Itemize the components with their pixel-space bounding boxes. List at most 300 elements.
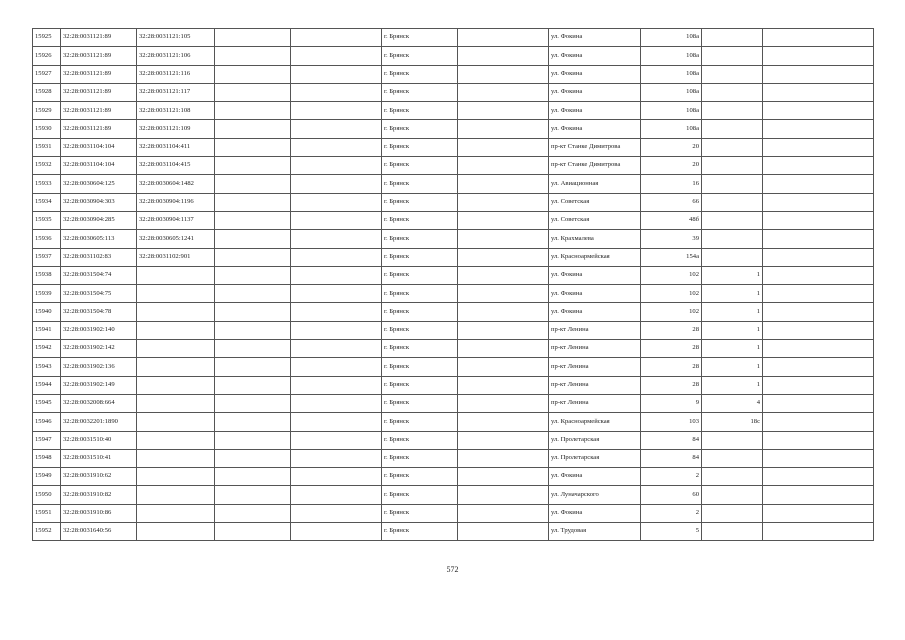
cell-parcel-number: 32:28:0031902:140 [61, 321, 137, 339]
table-row [33, 47, 874, 65]
cell-building-number: 18с [702, 413, 763, 431]
cell-column-7 [458, 431, 549, 449]
cell-column-7 [458, 83, 549, 101]
cell-column-11 [763, 211, 874, 229]
cell-house-number: 108а [641, 47, 702, 65]
cell-object-number: 32:28:0030904:1137 [137, 211, 215, 229]
cell-city: г. Брянск [382, 211, 458, 229]
cell-city: г. Брянск [382, 431, 458, 449]
cell-object-number [137, 321, 215, 339]
cell-column-7 [458, 376, 549, 394]
cell-column-11 [763, 523, 874, 541]
cell-column-5 [291, 449, 382, 467]
cell-building-number: 1 [702, 358, 763, 376]
cell-parcel-number: 32:28:0031910:82 [61, 486, 137, 504]
cell-house-number: 60 [641, 486, 702, 504]
cell-column-5 [291, 157, 382, 175]
cell-city: г. Брянск [382, 120, 458, 138]
cell-house-number: 5 [641, 523, 702, 541]
cell-row-number: 15937 [33, 248, 61, 266]
cell-street: ул. Фокина [549, 83, 641, 101]
table-row [33, 340, 874, 358]
cell-building-number [702, 486, 763, 504]
cell-parcel-number: 32:28:0032201:1890 [61, 413, 137, 431]
cell-house-number: 20 [641, 157, 702, 175]
cell-city: г. Брянск [382, 175, 458, 193]
cell-column-11 [763, 358, 874, 376]
cell-house-number: 108а [641, 65, 702, 83]
cell-column-11 [763, 449, 874, 467]
cell-column-11 [763, 285, 874, 303]
cell-column-11 [763, 83, 874, 101]
cell-column-4 [215, 230, 291, 248]
table-row [33, 211, 874, 229]
cell-city: г. Брянск [382, 394, 458, 412]
cell-row-number: 15932 [33, 157, 61, 175]
table-row [33, 358, 874, 376]
cell-parcel-number: 32:28:0031640:56 [61, 523, 137, 541]
cell-column-5 [291, 230, 382, 248]
cell-column-11 [763, 266, 874, 284]
cell-building-number: 1 [702, 321, 763, 339]
cell-column-7 [458, 504, 549, 522]
cell-building-number [702, 47, 763, 65]
cell-city: г. Брянск [382, 303, 458, 321]
cell-column-7 [458, 285, 549, 303]
cell-object-number: 32:28:0031121:105 [137, 29, 215, 47]
cell-building-number [702, 230, 763, 248]
cell-column-11 [763, 193, 874, 211]
cell-column-7 [458, 394, 549, 412]
table-body [33, 29, 874, 541]
cell-column-11 [763, 138, 874, 156]
cell-column-5 [291, 523, 382, 541]
cell-column-4 [215, 102, 291, 120]
table-row [33, 376, 874, 394]
cell-street: пр-кт Ленина [549, 321, 641, 339]
cell-column-7 [458, 248, 549, 266]
cell-column-7 [458, 157, 549, 175]
cell-house-number: 39 [641, 230, 702, 248]
cell-house-number: 20 [641, 138, 702, 156]
cell-street: ул. Фокина [549, 29, 641, 47]
cell-column-4 [215, 47, 291, 65]
cell-column-7 [458, 29, 549, 47]
cell-column-7 [458, 340, 549, 358]
cell-street: ул. Трудовая [549, 523, 641, 541]
cell-street: ул. Пролетарская [549, 431, 641, 449]
cell-column-5 [291, 285, 382, 303]
cell-street: пр-кт Ленина [549, 376, 641, 394]
cell-house-number: 9 [641, 394, 702, 412]
cell-house-number: 2 [641, 504, 702, 522]
cell-city: г. Брянск [382, 266, 458, 284]
registry-table [32, 28, 874, 541]
cell-column-7 [458, 230, 549, 248]
cell-parcel-number: 32:28:0030605:113 [61, 230, 137, 248]
cell-column-11 [763, 248, 874, 266]
cell-street: ул. Луначарского [549, 486, 641, 504]
cell-column-7 [458, 486, 549, 504]
cell-house-number: 102 [641, 266, 702, 284]
cell-object-number [137, 340, 215, 358]
cell-parcel-number: 32:28:0031510:41 [61, 449, 137, 467]
cell-street: ул. Красноармейская [549, 248, 641, 266]
cell-building-number [702, 65, 763, 83]
cell-column-11 [763, 230, 874, 248]
table-row [33, 120, 874, 138]
cell-row-number: 15945 [33, 394, 61, 412]
cell-parcel-number: 32:28:0031121:89 [61, 65, 137, 83]
cell-city: г. Брянск [382, 102, 458, 120]
cell-building-number [702, 211, 763, 229]
cell-house-number: 103 [641, 413, 702, 431]
cell-building-number: 4 [702, 394, 763, 412]
cell-row-number: 15931 [33, 138, 61, 156]
cell-street: ул. Красноармейская [549, 413, 641, 431]
cell-column-4 [215, 376, 291, 394]
cell-street: пр-кт Ленина [549, 394, 641, 412]
cell-row-number: 15935 [33, 211, 61, 229]
cell-row-number: 15925 [33, 29, 61, 47]
cell-row-number: 15934 [33, 193, 61, 211]
cell-object-number [137, 266, 215, 284]
cell-column-5 [291, 120, 382, 138]
table-row [33, 138, 874, 156]
cell-column-4 [215, 431, 291, 449]
cell-column-11 [763, 468, 874, 486]
cell-object-number: 32:28:0031121:117 [137, 83, 215, 101]
cell-column-11 [763, 486, 874, 504]
page-number: 572 [446, 565, 459, 574]
cell-city: г. Брянск [382, 321, 458, 339]
cell-column-7 [458, 138, 549, 156]
cell-street: ул. Фокина [549, 303, 641, 321]
cell-house-number: 108а [641, 83, 702, 101]
cell-building-number [702, 29, 763, 47]
cell-building-number: 1 [702, 285, 763, 303]
cell-parcel-number: 32:28:0031910:62 [61, 468, 137, 486]
cell-building-number [702, 138, 763, 156]
cell-column-5 [291, 358, 382, 376]
cell-row-number: 15944 [33, 376, 61, 394]
table-row [33, 65, 874, 83]
cell-column-4 [215, 157, 291, 175]
cell-column-11 [763, 65, 874, 83]
table-row [33, 504, 874, 522]
cell-house-number: 28 [641, 376, 702, 394]
cell-object-number: 32:28:0030605:1241 [137, 230, 215, 248]
cell-city: г. Брянск [382, 83, 458, 101]
cell-row-number: 15926 [33, 47, 61, 65]
cell-column-7 [458, 193, 549, 211]
cell-object-number [137, 486, 215, 504]
cell-street: пр-кт Станке Димитрова [549, 157, 641, 175]
table-row [33, 248, 874, 266]
cell-object-number [137, 285, 215, 303]
cell-column-7 [458, 413, 549, 431]
cell-column-11 [763, 394, 874, 412]
cell-house-number: 28 [641, 340, 702, 358]
cell-parcel-number: 32:28:0031504:78 [61, 303, 137, 321]
cell-row-number: 15933 [33, 175, 61, 193]
cell-column-4 [215, 138, 291, 156]
cell-city: г. Брянск [382, 504, 458, 522]
table-row [33, 486, 874, 504]
cell-column-5 [291, 413, 382, 431]
cell-row-number: 15936 [33, 230, 61, 248]
table-row [33, 394, 874, 412]
cell-street: пр-кт Ленина [549, 340, 641, 358]
cell-city: г. Брянск [382, 449, 458, 467]
cell-building-number: 1 [702, 340, 763, 358]
cell-row-number: 15939 [33, 285, 61, 303]
cell-column-5 [291, 248, 382, 266]
cell-column-5 [291, 321, 382, 339]
cell-street: ул. Советская [549, 193, 641, 211]
cell-house-number: 66 [641, 193, 702, 211]
cell-column-7 [458, 47, 549, 65]
cell-column-5 [291, 211, 382, 229]
cell-parcel-number: 32:28:0031910:86 [61, 504, 137, 522]
cell-parcel-number: 32:28:0031121:89 [61, 29, 137, 47]
cell-house-number: 16 [641, 175, 702, 193]
cell-object-number [137, 504, 215, 522]
cell-city: г. Брянск [382, 65, 458, 83]
cell-street: ул. Крахмалева [549, 230, 641, 248]
cell-city: г. Брянск [382, 340, 458, 358]
table-row [33, 83, 874, 101]
cell-column-4 [215, 65, 291, 83]
cell-column-5 [291, 175, 382, 193]
cell-column-4 [215, 266, 291, 284]
cell-parcel-number: 32:28:0031121:89 [61, 83, 137, 101]
cell-column-5 [291, 504, 382, 522]
cell-house-number: 108а [641, 29, 702, 47]
cell-building-number [702, 523, 763, 541]
cell-house-number: 108а [641, 120, 702, 138]
cell-column-4 [215, 211, 291, 229]
cell-column-5 [291, 468, 382, 486]
cell-object-number: 32:28:0031121:109 [137, 120, 215, 138]
table-row [33, 468, 874, 486]
cell-object-number [137, 431, 215, 449]
cell-row-number: 15946 [33, 413, 61, 431]
cell-house-number: 102 [641, 285, 702, 303]
cell-city: г. Брянск [382, 230, 458, 248]
cell-column-7 [458, 321, 549, 339]
cell-street: ул. Фокина [549, 65, 641, 83]
cell-column-4 [215, 193, 291, 211]
cell-column-7 [458, 120, 549, 138]
cell-building-number [702, 175, 763, 193]
table-row [33, 449, 874, 467]
cell-object-number: 32:28:0030904:1196 [137, 193, 215, 211]
cell-column-11 [763, 376, 874, 394]
cell-house-number: 28 [641, 321, 702, 339]
table-row [33, 175, 874, 193]
cell-building-number [702, 193, 763, 211]
cell-column-11 [763, 303, 874, 321]
table-row [33, 230, 874, 248]
cell-parcel-number: 32:28:0031104:104 [61, 138, 137, 156]
cell-object-number [137, 413, 215, 431]
cell-building-number [702, 449, 763, 467]
cell-house-number: 84 [641, 449, 702, 467]
cell-column-5 [291, 65, 382, 83]
cell-building-number: 1 [702, 266, 763, 284]
table-row [33, 193, 874, 211]
cell-parcel-number: 32:28:0030604:125 [61, 175, 137, 193]
cell-column-4 [215, 340, 291, 358]
cell-row-number: 15927 [33, 65, 61, 83]
cell-column-4 [215, 120, 291, 138]
cell-street: ул. Фокина [549, 47, 641, 65]
cell-column-4 [215, 321, 291, 339]
cell-object-number [137, 376, 215, 394]
cell-column-5 [291, 266, 382, 284]
cell-column-7 [458, 266, 549, 284]
cell-row-number: 15949 [33, 468, 61, 486]
cell-building-number [702, 248, 763, 266]
cell-column-5 [291, 47, 382, 65]
cell-city: г. Брянск [382, 468, 458, 486]
cell-row-number: 15941 [33, 321, 61, 339]
cell-building-number [702, 102, 763, 120]
cell-column-5 [291, 303, 382, 321]
cell-column-11 [763, 413, 874, 431]
cell-city: г. Брянск [382, 285, 458, 303]
cell-street: пр-кт Станке Димитрова [549, 138, 641, 156]
cell-building-number [702, 120, 763, 138]
cell-row-number: 15929 [33, 102, 61, 120]
cell-parcel-number: 32:28:0030904:303 [61, 193, 137, 211]
cell-object-number: 32:28:0031121:116 [137, 65, 215, 83]
cell-column-4 [215, 83, 291, 101]
cell-parcel-number: 32:28:0031121:89 [61, 102, 137, 120]
cell-column-5 [291, 340, 382, 358]
cell-building-number [702, 504, 763, 522]
cell-parcel-number: 32:28:0031902:136 [61, 358, 137, 376]
cell-row-number: 15951 [33, 504, 61, 522]
cell-column-11 [763, 431, 874, 449]
cell-parcel-number: 32:28:0032008:664 [61, 394, 137, 412]
cell-city: г. Брянск [382, 193, 458, 211]
cell-city: г. Брянск [382, 486, 458, 504]
cell-street: ул. Фокина [549, 468, 641, 486]
cell-column-7 [458, 468, 549, 486]
cell-city: г. Брянск [382, 358, 458, 376]
cell-city: г. Брянск [382, 376, 458, 394]
cell-building-number [702, 468, 763, 486]
cell-column-4 [215, 175, 291, 193]
cell-object-number: 32:28:0031121:106 [137, 47, 215, 65]
cell-column-11 [763, 120, 874, 138]
cell-object-number [137, 468, 215, 486]
cell-column-11 [763, 504, 874, 522]
cell-column-5 [291, 193, 382, 211]
cell-column-11 [763, 102, 874, 120]
cell-column-4 [215, 504, 291, 522]
cell-house-number: 108а [641, 102, 702, 120]
cell-column-11 [763, 157, 874, 175]
cell-column-7 [458, 303, 549, 321]
cell-column-7 [458, 65, 549, 83]
cell-column-7 [458, 358, 549, 376]
cell-column-4 [215, 523, 291, 541]
cell-object-number [137, 394, 215, 412]
cell-column-4 [215, 394, 291, 412]
cell-column-7 [458, 102, 549, 120]
cell-column-4 [215, 413, 291, 431]
cell-column-5 [291, 394, 382, 412]
cell-parcel-number: 32:28:0030904:285 [61, 211, 137, 229]
cell-parcel-number: 32:28:0031102:83 [61, 248, 137, 266]
cell-column-5 [291, 138, 382, 156]
cell-building-number [702, 83, 763, 101]
cell-column-4 [215, 248, 291, 266]
cell-object-number [137, 449, 215, 467]
cell-row-number: 15952 [33, 523, 61, 541]
cell-building-number: 1 [702, 303, 763, 321]
cell-house-number: 48б [641, 211, 702, 229]
cell-column-4 [215, 358, 291, 376]
cell-column-11 [763, 340, 874, 358]
cell-street: ул. Фокина [549, 285, 641, 303]
table-row [33, 303, 874, 321]
cell-parcel-number: 32:28:0031902:149 [61, 376, 137, 394]
cell-object-number: 32:28:0031104:411 [137, 138, 215, 156]
cell-street: ул. Фокина [549, 120, 641, 138]
cell-parcel-number: 32:28:0031510:40 [61, 431, 137, 449]
cell-row-number: 15942 [33, 340, 61, 358]
cell-column-7 [458, 211, 549, 229]
cell-column-5 [291, 102, 382, 120]
cell-house-number: 102 [641, 303, 702, 321]
cell-parcel-number: 32:28:0031504:74 [61, 266, 137, 284]
cell-city: г. Брянск [382, 413, 458, 431]
cell-column-4 [215, 449, 291, 467]
cell-street: ул. Пролетарская [549, 449, 641, 467]
cell-column-5 [291, 431, 382, 449]
cell-city: г. Брянск [382, 523, 458, 541]
table-row [33, 29, 874, 47]
cell-city: г. Брянск [382, 157, 458, 175]
cell-house-number: 28 [641, 358, 702, 376]
cell-street: пр-кт Ленина [549, 358, 641, 376]
registry-table-container [32, 28, 873, 541]
table-row [33, 266, 874, 284]
cell-column-4 [215, 29, 291, 47]
cell-city: г. Брянск [382, 29, 458, 47]
cell-column-7 [458, 449, 549, 467]
cell-street: ул. Фокина [549, 504, 641, 522]
cell-street: ул. Фокина [549, 266, 641, 284]
cell-street: ул. Советская [549, 211, 641, 229]
cell-object-number: 32:28:0031102:901 [137, 248, 215, 266]
cell-column-4 [215, 303, 291, 321]
cell-row-number: 15950 [33, 486, 61, 504]
cell-object-number [137, 523, 215, 541]
cell-column-7 [458, 523, 549, 541]
cell-parcel-number: 32:28:0031121:89 [61, 47, 137, 65]
cell-column-4 [215, 486, 291, 504]
cell-building-number: 1 [702, 376, 763, 394]
cell-house-number: 154а [641, 248, 702, 266]
cell-row-number: 15938 [33, 266, 61, 284]
cell-column-11 [763, 47, 874, 65]
cell-street: ул. Фокина [549, 102, 641, 120]
